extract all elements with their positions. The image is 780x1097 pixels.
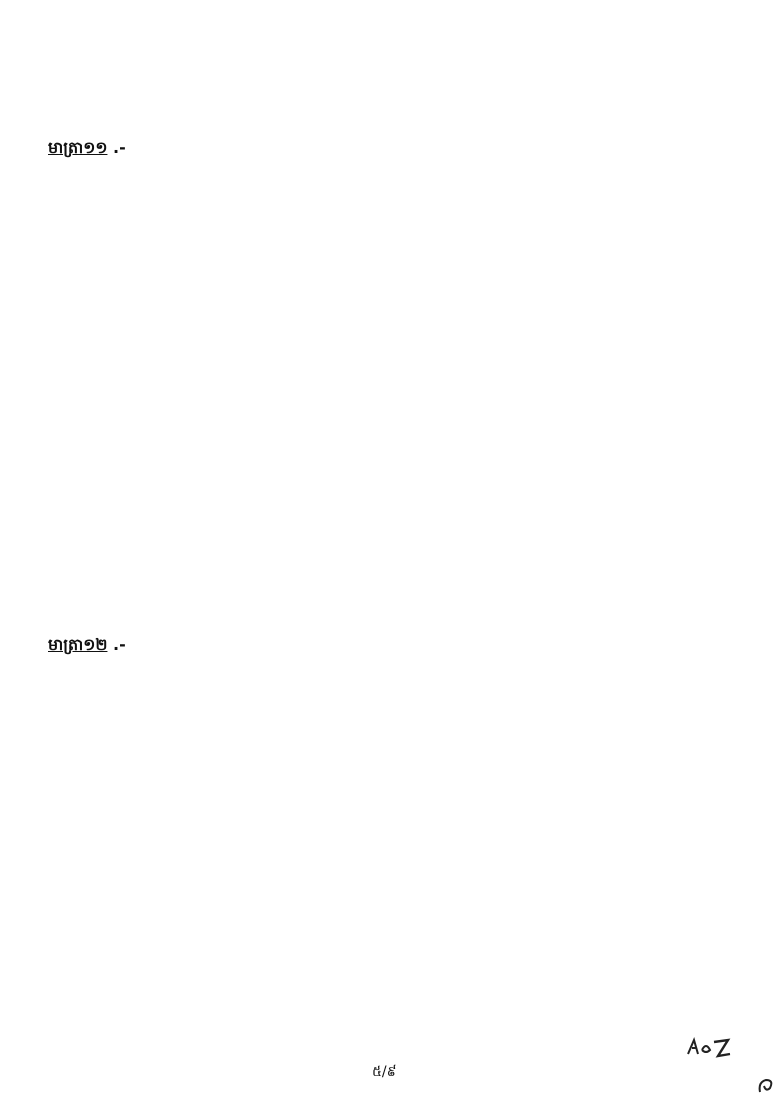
article-heading-text: មាត្រា១១: [48, 138, 108, 157]
article-heading-suffix: .-: [107, 636, 126, 655]
initials-signature: [684, 1034, 744, 1060]
article-heading-text: មាត្រា១២: [48, 636, 108, 655]
corner-mark: [756, 1074, 778, 1096]
article-12-heading: [0, 636, 780, 658]
page-number: ៥/៩: [372, 1064, 397, 1080]
article-11-heading: [0, 139, 780, 161]
article-heading-suffix: .-: [107, 138, 126, 157]
